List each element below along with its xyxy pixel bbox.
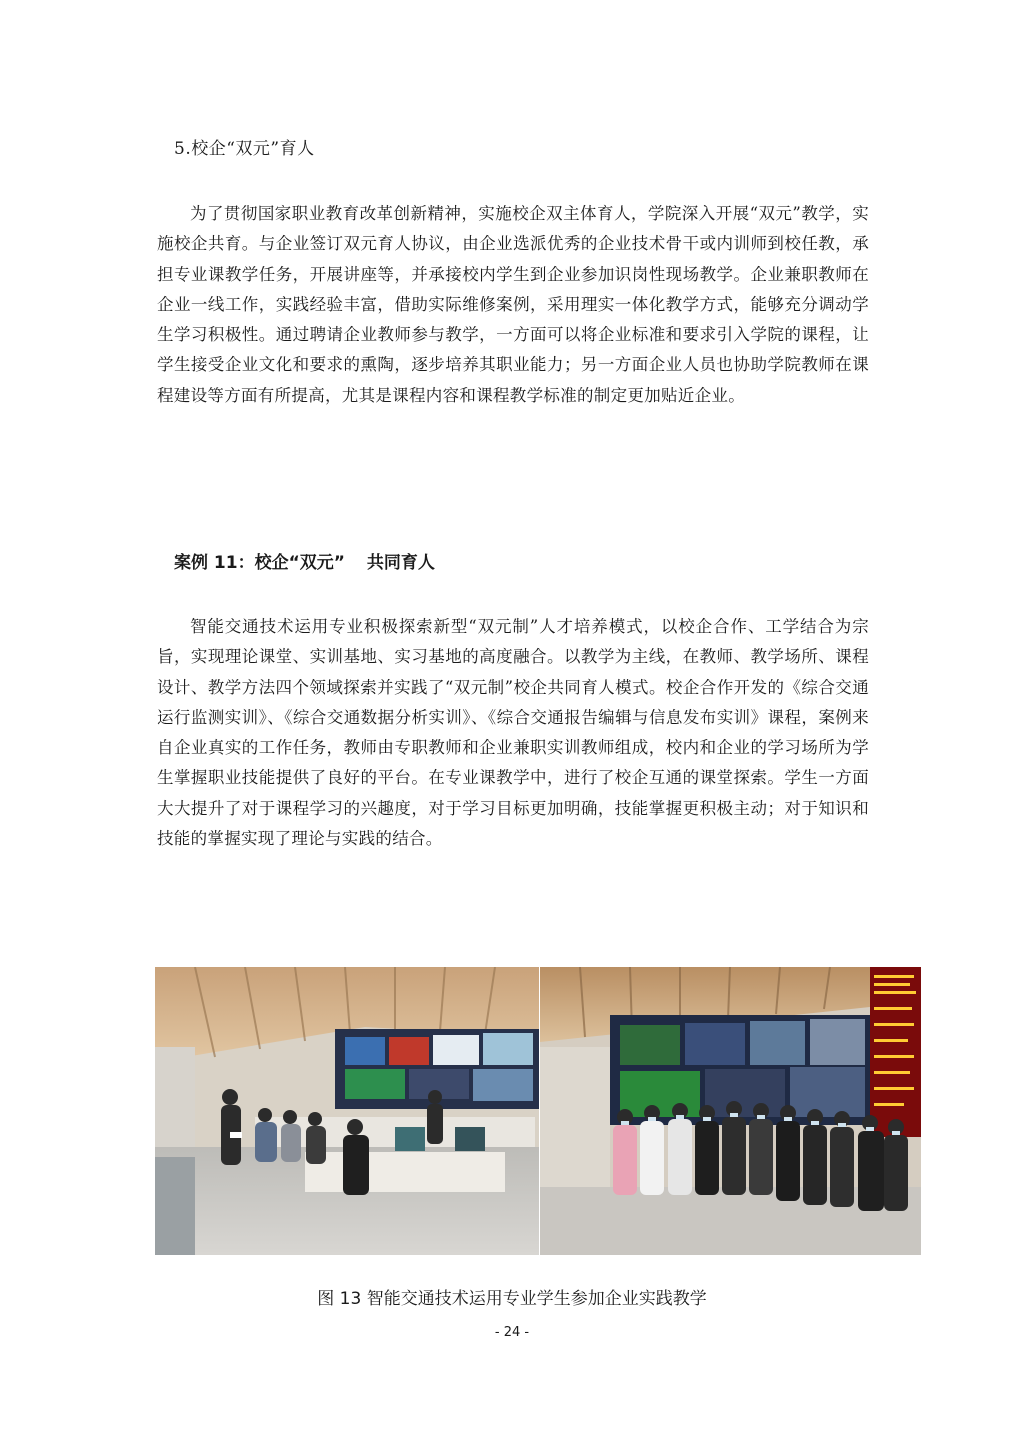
case-heading-title: 案例 11：校企“双元” <box>174 553 345 573</box>
photo-students-at-consoles <box>155 967 539 1255</box>
section-heading: 5.校企“双元”育人 <box>174 139 315 159</box>
figure-caption: 图 13 智能交通技术运用专业学生参加企业实践教学 <box>317 1289 707 1309</box>
section-paragraph: 为了贯彻国家职业教育改革创新精神，实施校企双主体育人，学院深入开展“双元”教学，实施校企共育。与企业签订双元育人协议，由企业选派优秀的企业技术骨干或内训师到校任教，承担专业课教学任务，开展讲座等，并承接校内学生到企业参加识岗性现场教学。企业兼职教师在企业一线工作，实践经验丰富，借助实际维修案例，采用理实一体化教学方式，能够充分调动学生学习积极性。通过聘请企业教师参与教学，一方面可以将企业标准和要求引入学院的课程，让学生接受企业文化和要求的熏陶，逐步培养其职业能力；另一方面企业人员也协助学院教师在课程建设等方面有所提高，尤其是课程内容和课程教学标准的制定更加贴近企业。 <box>157 204 869 405</box>
page-number: - 24 - <box>494 1325 530 1340</box>
case-paragraph: 智能交通技术运用专业积极探索新型“双元制”人才培养模式，以校企合作、工学结合为宗旨，实现理论课堂、实训基地、实习基地的高度融合。以教学为主线，在教师、教学场所、课程设计、教学方法四个领域探索并实践了“双元制”校企共同育人模式。校企合作开发的《综合交通运行监测实训》、《综合交通数据分析实训》、《综合交通报告编辑与信息发布实训》课程，案例来自企业真实的工作任务，教师由专职教师和企业兼职实训教师组成，校内和企业的学习场所为学生掌握职业技能提供了良好的平台。在专业课教学中，进行了校企互通的课堂探索。学生一方面大大提升了对于课程学习的兴趣度，对于学习目标更加明确，技能掌握更积极主动；对于知识和技能的掌握实现了理论与实践的结合。 <box>157 617 869 849</box>
case-heading <box>174 548 435 573</box>
case-heading-subtitle: 共同育人 <box>366 553 435 573</box>
photo-group-at-video-wall <box>540 967 921 1255</box>
